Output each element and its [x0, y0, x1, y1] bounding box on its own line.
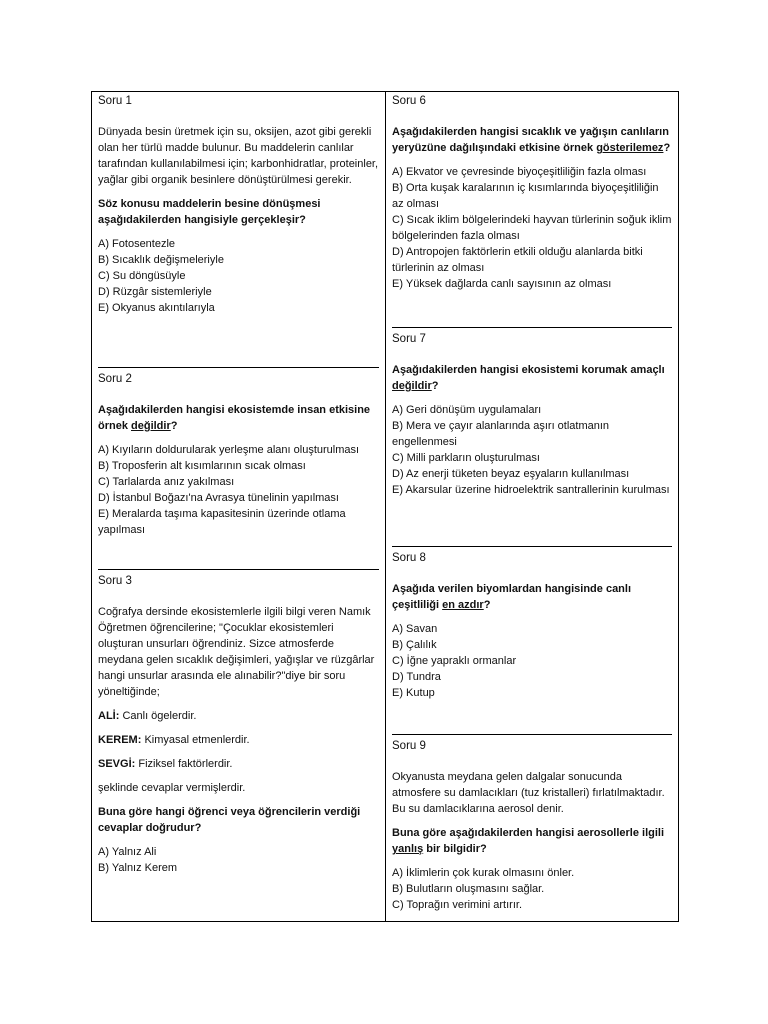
- option-c: C) İğne yapraklı ormanlar: [392, 655, 517, 667]
- option-b: B) Troposferin alt kısımlarının sıcak olması: [98, 460, 306, 472]
- student-answer-ali: ALİ: Canlı ögelerdir.: [98, 710, 197, 722]
- question-stem: Aşağıda verilen biyomlardan hangisinde canlı çeşitliliği en azdır?: [392, 583, 632, 611]
- question-label: Soru 3: [98, 575, 132, 587]
- question-3: [98, 569, 379, 876]
- option-d: D) Antropojen faktörlerin etkili olduğu alanlarda bitki türlerinin az olması: [392, 246, 643, 274]
- emphasis-underline: en azdır: [442, 599, 484, 611]
- option-b: B) Bulutların oluşmasını sağlar.: [392, 883, 545, 895]
- option-e: E) Akarsular üzerine hidroelektrik santrallerinin kurulması: [392, 484, 670, 496]
- question-label: Soru 7: [392, 333, 426, 345]
- option-b: B) Yalnız Kerem: [98, 862, 178, 874]
- option-e: E) Kutup: [392, 687, 435, 699]
- option-d: D) Rüzgâr sistemleriyle: [98, 286, 212, 298]
- question-label: Soru 1: [98, 95, 132, 107]
- option-a: A) Fotosentezle: [98, 238, 176, 250]
- options-list: [392, 402, 672, 498]
- question-7: [392, 327, 672, 546]
- option-b: B) Sıcaklık değişmeleriyle: [98, 254, 224, 266]
- options-list: [392, 164, 672, 292]
- question-stem: Söz konusu maddelerin besine dönüşmesi aşağıdakilerden hangisiyle gerçekleşir?: [98, 198, 321, 226]
- question-intro: Okyanusta meydana gelen dalgalar sonucunda atmosfere su damlacıkları (tuz kristalleri) fırlatılmaktadır. Bu su damlacıklarına aerosol denir.: [392, 771, 665, 815]
- option-a: A) Yalnız Ali: [98, 846, 157, 858]
- options-list: [392, 865, 672, 913]
- question-8: [392, 546, 672, 734]
- option-b: B) Orta kuşak karalarının iç kısımlarında biyoçeşitliliğin az olması: [392, 182, 659, 210]
- question-9: [392, 734, 672, 913]
- option-c: C) Tarlalarda anız yakılması: [98, 476, 235, 488]
- options-list: [392, 621, 672, 701]
- option-c: C) Milli parkların oluşturulması: [392, 452, 540, 464]
- options-list: [98, 844, 379, 876]
- option-c: C) Su döngüsüyle: [98, 270, 186, 282]
- option-a: A) Savan: [392, 623, 438, 635]
- student-answer-kerem: KEREM: Kimyasal etmenlerdir.: [98, 734, 250, 746]
- option-a: A) Ekvator ve çevresinde biyoçeşitliliğin fazla olması: [392, 166, 647, 178]
- question-label: Soru 2: [98, 373, 132, 385]
- left-column: [92, 92, 386, 921]
- right-column: [386, 92, 678, 921]
- option-e: E) Okyanus akıntılarıyla: [98, 302, 215, 314]
- student-answer-sevgi: SEVGİ: Fiziksel faktörlerdir.: [98, 758, 233, 770]
- option-b: B) Çalılık: [392, 639, 437, 651]
- option-e: E) Meralarda taşıma kapasitesinin üzerinde otlama yapılması: [98, 508, 346, 536]
- option-a: A) Kıyıların doldurularak yerleşme alanı oluşturulması: [98, 444, 360, 456]
- answers-closing: şeklinde cevaplar vermişlerdir.: [98, 782, 246, 794]
- option-c: C) Sıcak iklim bölgelerindeki hayvan türlerinin soğuk iklim bölgelerinden fazla olması: [392, 214, 672, 242]
- question-sheet: [91, 91, 679, 922]
- option-d: D) Tundra: [392, 671, 441, 683]
- option-a: A) Geri dönüşüm uygulamaları: [392, 404, 542, 416]
- option-a: A) İklimlerin çok kurak olmasını önler.: [392, 867, 575, 879]
- option-d: D) Az enerji tüketen beyaz eşyaların kullanılması: [392, 468, 630, 480]
- option-b: B) Mera ve çayır alanlarında aşırı otlatmanın engellenmesi: [392, 420, 610, 448]
- question-stem: Aşağıdakilerden hangisi ekosistemi korumak amaçlı değildir?: [392, 364, 665, 392]
- question-label: Soru 8: [392, 552, 426, 564]
- options-list: [98, 236, 379, 316]
- question-intro: Dünyada besin üretmek için su, oksijen, azot gibi gerekli olan her türlü madde bulunur. Bu maddelerin canlılar tarafından kullanılabilmesi için; karbonhidratlar, proteinler, yağlar gibi organik besinlere dönüştürülmesi gerekir.: [98, 126, 379, 186]
- negation-underline: değildir: [131, 420, 171, 432]
- question-6: [392, 93, 672, 327]
- question-stem: Buna göre hangi öğrenci veya öğrencilerin verdiği cevaplar doğrudur?: [98, 806, 361, 834]
- question-stem: Buna göre aşağıdakilerden hangisi aerosollerle ilgili yanlış bir bilgidir?: [392, 827, 665, 855]
- option-e: E) Yüksek dağlarda canlı sayısının az olması: [392, 278, 612, 290]
- question-1: [98, 93, 379, 367]
- negation-underline: yanlış: [392, 843, 424, 855]
- question-stem: Aşağıdakilerden hangisi ekosistemde insan etkisine örnek değildir?: [98, 404, 371, 432]
- negation-underline: gösterilemez: [596, 142, 664, 154]
- question-label: Soru 6: [392, 95, 426, 107]
- question-intro: Coğrafya dersinde ekosistemlerle ilgili bilgi veren Namık Öğretmen öğrencilerine; "Çocuklar ekosistemleri oluşturan unsurları öğrendiniz. Sizce atmosferde meydana gelen sıcaklık değişimleri, yağışlar ve rüzgârlar hangi unsurlar arasında ele alınabilir?"diye bir soru yöneltiğinde;: [98, 606, 375, 698]
- options-list: [98, 442, 379, 538]
- option-c: C) Toprağın verimini artırır.: [392, 899, 523, 911]
- question-stem: Aşağıdakilerden hangisi sıcaklık ve yağışın canlıların yeryüzüne dağılışındaki etkisine örnek gösterilemez?: [392, 126, 671, 154]
- question-2: [98, 367, 379, 569]
- question-label: Soru 9: [392, 740, 426, 752]
- negation-underline: değildir: [392, 380, 432, 392]
- option-d: D) İstanbul Boğazı'na Avrasya tünelinin yapılması: [98, 492, 339, 504]
